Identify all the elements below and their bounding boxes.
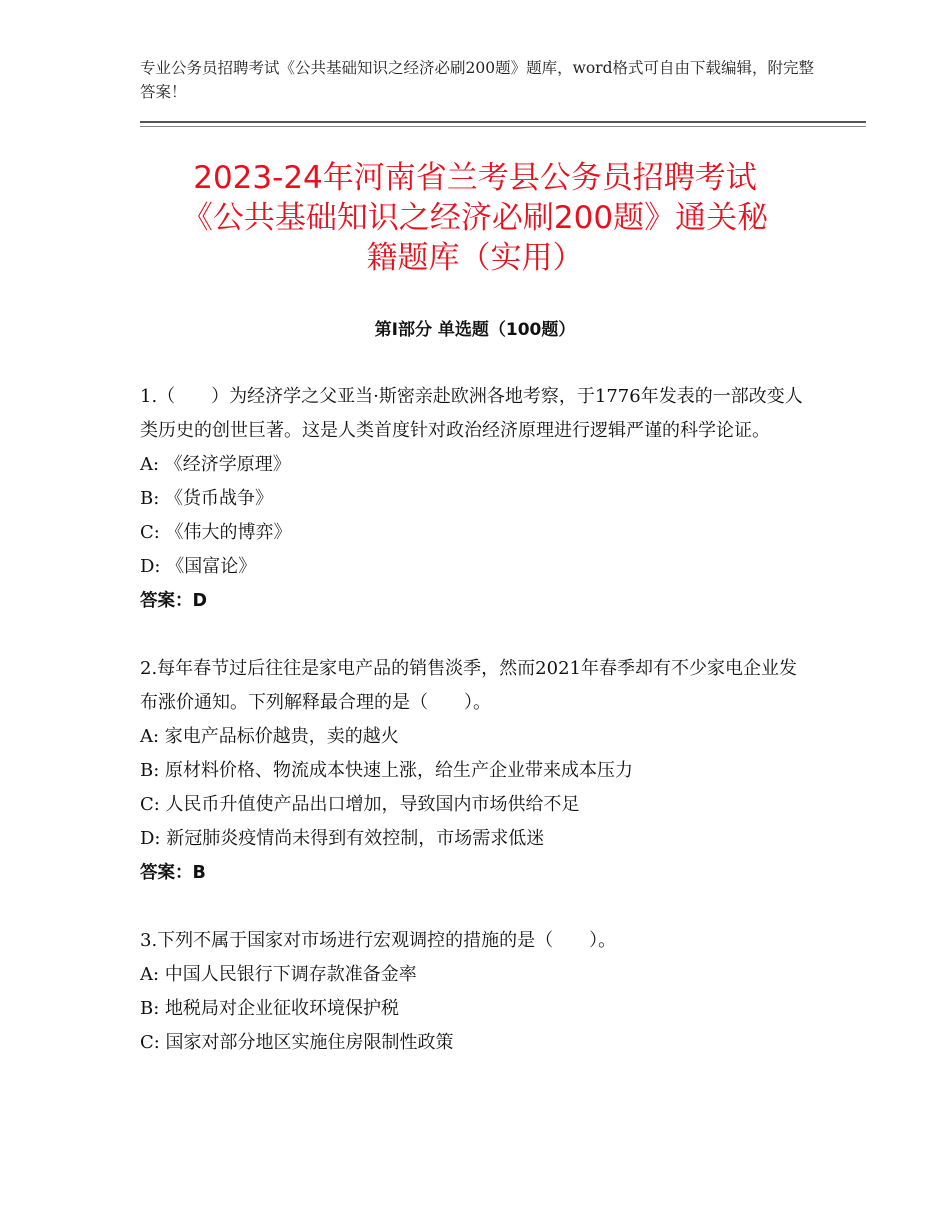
question-stem: 3.下列不属于国家对市场进行宏观调控的措施的是（ ）。 bbox=[140, 930, 617, 951]
header-note: 专业公务员招聘考试《公共基础知识之经济必刷200题》题库，word格式可自由下载编辑，附完整答案！ bbox=[140, 59, 815, 101]
option-c: C: 人民币升值使产品出口增加，导致国内市场供给不足 bbox=[140, 794, 580, 815]
title-line: 籍题库（实用） bbox=[366, 240, 584, 276]
option-a: A: 家电产品标价越贵，卖的越火 bbox=[140, 726, 399, 747]
option-c: C: 《伟大的博弈》 bbox=[140, 522, 292, 543]
question-stem: 2.每年春节过后往往是家电产品的销售淡季，然而2021年春季却有不少家电企业发布涨价通知。下列解释最合理的是（ ）。 bbox=[140, 658, 797, 713]
question-stem: 1.（ ）为经济学之父亚当·斯密亲赴欧洲各地考察，于1776年发表的一部改变人类历史的创世巨著。这是人类首度针对政治经济原理进行逻辑严谨的科学论证。 bbox=[140, 386, 803, 441]
header-rule-thick bbox=[140, 121, 866, 123]
option-b: B: 原材料价格、物流成本快速上涨，给生产企业带来成本压力 bbox=[140, 760, 634, 781]
option-a: A: 中国人民银行下调存款准备金率 bbox=[140, 964, 417, 985]
option-d: D: 《国富论》 bbox=[140, 556, 257, 577]
header-rule-thin bbox=[140, 126, 866, 127]
title-line: 2023-24年河南省兰考县公务员招聘考试 bbox=[193, 160, 757, 196]
answer: 答案：D bbox=[140, 591, 208, 611]
section-title: 第Ⅰ部分 单选题（100题） bbox=[374, 320, 576, 340]
question-list bbox=[140, 380, 805, 1094]
answer: 答案：B bbox=[140, 863, 206, 883]
option-c: C: 国家对部分地区实施住房限制性政策 bbox=[140, 1032, 454, 1053]
question-2 bbox=[140, 652, 805, 890]
question-1 bbox=[140, 380, 805, 618]
option-b: B: 地税局对企业征收环境保护税 bbox=[140, 998, 400, 1019]
option-a: A: 《经济学原理》 bbox=[140, 454, 291, 475]
title-line: 《公共基础知识之经济必刷200题》通关秘 bbox=[181, 200, 769, 236]
document-title bbox=[140, 158, 810, 278]
option-d: D: 新冠肺炎疫情尚未得到有效控制，市场需求低迷 bbox=[140, 828, 545, 849]
option-b: B: 《货币战争》 bbox=[140, 488, 274, 509]
question-3 bbox=[140, 924, 805, 1060]
